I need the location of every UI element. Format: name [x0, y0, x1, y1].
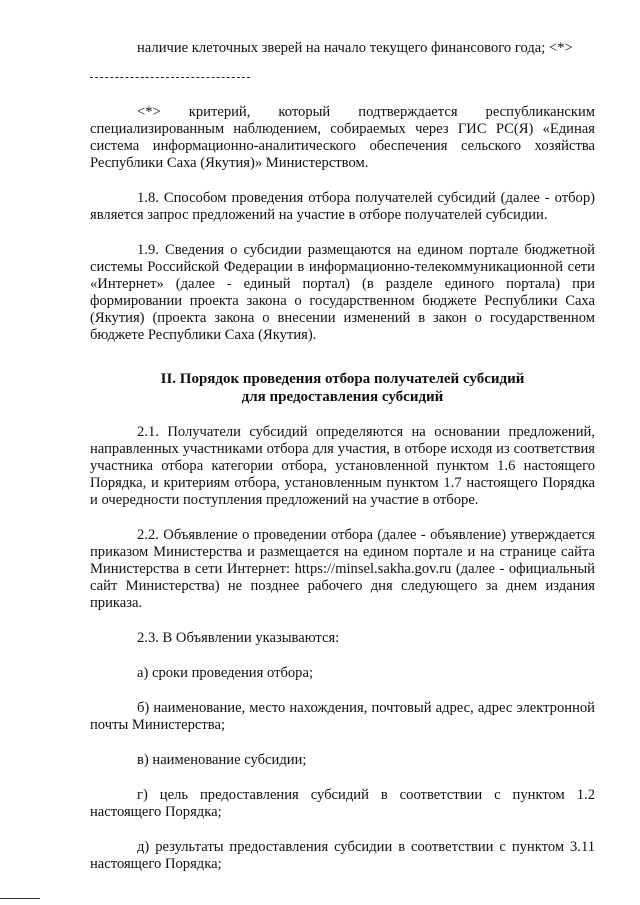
- section-heading-line-2: для предоставления субсидий: [241, 389, 444, 405]
- document-page: [90, 40, 595, 873]
- list-item-d: д) результаты предоставления субсидии в соответствии с пунктом 3.11 настоящего Порядка;: [90, 839, 595, 872]
- paragraph-2-1: 2.1. Получатели субсидий определяются на основании предложений, направленных участниками отбора для участия, в отборе исходя из соответствия участника отбора категории отбора, установленной пунктом 1.6 настоящего Порядка, и критериям отбора, установленным пунктом 1.7 настоящего Порядка и очередности поступления предложений на участие в отборе.: [90, 424, 595, 508]
- list-item-v: в) наименование субсидии;: [137, 752, 307, 768]
- section-heading-line-1: II. Порядок проведения отбора получателей субсидий: [160, 371, 525, 387]
- intro-line: наличие клеточных зверей на начало текущего финансового года; <*>: [137, 40, 573, 56]
- paragraph-1-8: 1.8. Способом проведения отбора получателей субсидий (далее - отбор) является запрос предложений на участие в отборе получателей субсидии.: [90, 190, 595, 223]
- list-item-b: б) наименование, место нахождения, почтовый адрес, адрес электронной почты Министерства;: [90, 700, 595, 733]
- footnote-separator: [90, 77, 250, 78]
- section-heading: [90, 370, 595, 406]
- list-item-a: а) сроки проведения отбора;: [137, 665, 314, 681]
- scan-edge-mark: [0, 898, 40, 899]
- paragraph-2-3: 2.3. В Объявлении указываются:: [137, 630, 340, 646]
- paragraph-2-2: 2.2. Объявление о проведении отбора (далее - объявление) утверждается приказом Министерства и размещается на едином портале и на странице сайта Министерства в сети Интернет: https://minsel.sakha.gov.ru (далее - официальный сайт Министерства) не позднее рабочего дня следующего за днем издания приказа.: [90, 527, 595, 611]
- list-item-g: г) цель предоставления субсидий в соответствии с пунктом 1.2 настоящего Порядка;: [90, 787, 595, 820]
- footnote-text: <*> критерий, который подтверждается республиканским специализированным наблюдением, собираемых через ГИС РС(Я) «Единая система информационно-аналитического обеспечения сельского хозяйства Республики Саха (Якутия)» Министерством.: [90, 104, 595, 171]
- paragraph-1-9: 1.9. Сведения о субсидии размещаются на едином портале бюджетной системы Российской Федерации в информационно-телекоммуникационной сети «Интернет» (далее - единый портал) (в разделе единого портала) при формировании проекта закона о государственном бюджете Республики Саха (Якутия) (проекта закона о внесении изменений в закон о государственном бюджете Республики Саха (Якутия).: [90, 242, 595, 343]
